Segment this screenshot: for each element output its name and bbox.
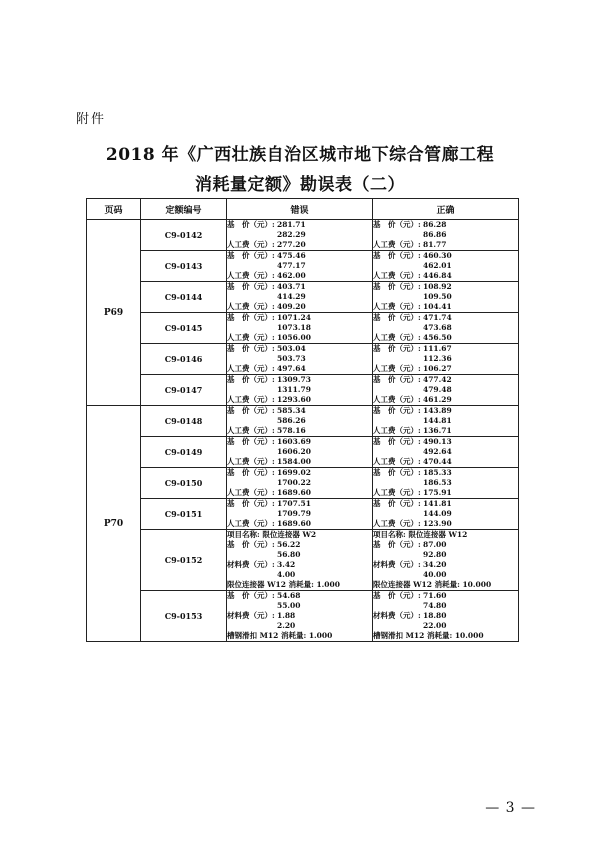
value-line-number: 473.68 (423, 323, 452, 332)
value-line-number: 479.48 (423, 385, 452, 394)
value-line-label: 材料费（元）: (227, 611, 275, 620)
wrong-value-cell (227, 406, 373, 437)
value-line-label: 基 价（元）: (227, 540, 275, 549)
value-line-label: 基 价（元）: (373, 344, 421, 353)
value-line (227, 509, 372, 519)
value-line (227, 313, 372, 323)
value-line-number: 492.64 (423, 447, 452, 456)
quota-code-cell: C9-0142 (141, 220, 227, 251)
wrong-value-cell (227, 282, 373, 313)
value-line (373, 530, 518, 540)
value-line-label: 人工费（元）: (227, 488, 275, 497)
quota-code-cell: C9-0153 (141, 591, 227, 642)
value-line-label: 人工费（元）: (373, 333, 421, 342)
value-line (373, 344, 518, 354)
value-line-number: 503.04 (277, 344, 306, 353)
value-line-number: 112.36 (423, 354, 452, 363)
value-line (227, 323, 372, 333)
wrong-value-cell (227, 530, 373, 591)
value-line (227, 333, 372, 343)
value-line-number: 106.27 (423, 364, 452, 373)
value-line (227, 230, 372, 240)
value-line-number: 462.00 (277, 271, 306, 280)
attachment-label: 附件 (76, 112, 107, 127)
value-line (373, 230, 518, 240)
table-row (87, 220, 519, 251)
value-line-label: 基 价（元）: (373, 282, 421, 291)
page-cell: P70 (87, 406, 141, 642)
value-line (373, 261, 518, 271)
quota-code-cell: C9-0145 (141, 313, 227, 344)
value-line-number: 503.73 (277, 354, 306, 363)
value-line-label: 基 价（元）: (373, 220, 421, 229)
value-line-label: 基 价（元）: (227, 437, 275, 446)
value-line (227, 426, 372, 436)
value-line-number: 586.26 (277, 416, 306, 425)
value-line (373, 499, 518, 509)
quota-code-cell: C9-0144 (141, 282, 227, 313)
quota-code-cell: C9-0143 (141, 251, 227, 282)
value-line (227, 437, 372, 447)
value-line-number: 111.67 (423, 344, 452, 353)
correct-value-cell (373, 282, 519, 313)
value-line (227, 631, 372, 641)
value-line-number: 186.53 (423, 478, 452, 487)
value-line (227, 560, 372, 570)
wrong-value-cell (227, 313, 373, 344)
document-title-line2: 消耗量定额》勘误表（二） (195, 175, 405, 195)
value-line-number: 414.29 (277, 292, 306, 301)
value-line-number: 461.29 (423, 395, 452, 404)
value-line-label: 人工费（元）: (227, 333, 275, 342)
value-line-number: 1700.22 (277, 478, 311, 487)
value-line-number: 175.91 (423, 488, 452, 497)
wrong-value-cell (227, 437, 373, 468)
value-line (227, 261, 372, 271)
value-line-number: 585.34 (277, 406, 306, 415)
value-line (227, 591, 372, 601)
value-line-number: 1689.60 (277, 488, 311, 497)
value-line-number: 109.50 (423, 292, 452, 301)
table-row (87, 530, 519, 591)
wrong-value-cell (227, 591, 373, 642)
value-line-number: 40.00 (423, 570, 447, 579)
wrong-value-cell (227, 344, 373, 375)
value-line-number: 34.20 (423, 560, 447, 569)
value-line-number: 3.42 (277, 560, 296, 569)
wrong-value-cell (227, 251, 373, 282)
value-line-number: 477.17 (277, 261, 306, 270)
value-line-number: 578.16 (277, 426, 306, 435)
value-line (373, 354, 518, 364)
value-line-label: 材料费（元）: (373, 611, 421, 620)
value-line-label: 限位连接器 W12 消耗量: 1.000 (227, 580, 340, 589)
value-line (227, 364, 372, 374)
value-line (373, 313, 518, 323)
value-line (373, 488, 518, 498)
quota-code-cell: C9-0147 (141, 375, 227, 406)
value-line-label: 人工费（元）: (373, 364, 421, 373)
value-line-label: 人工费（元）: (227, 240, 275, 249)
value-line (373, 570, 518, 580)
value-line-label: 人工费（元）: (227, 302, 275, 311)
value-line (227, 406, 372, 416)
wrong-value-cell (227, 499, 373, 530)
value-line (373, 437, 518, 447)
value-line-number: 1699.02 (277, 468, 311, 477)
document-title-line1: 2018 年《广西壮族自治区城市地下综合管廊工程 (105, 145, 495, 165)
value-line (373, 395, 518, 405)
value-line (373, 271, 518, 281)
correct-value-cell (373, 251, 519, 282)
page-number: — 3 — (485, 800, 536, 816)
value-line-number: 460.30 (423, 251, 452, 260)
correct-value-cell (373, 220, 519, 251)
value-line-number: 86.28 (423, 220, 447, 229)
value-line-number: 1056.00 (277, 333, 311, 342)
correct-value-cell (373, 468, 519, 499)
value-line-label: 槽钢滑扣 M12 消耗量: 10.000 (373, 631, 484, 640)
correct-value-cell (373, 406, 519, 437)
value-line-number: 1603.69 (277, 437, 311, 446)
value-line-number: 409.20 (277, 302, 306, 311)
correct-value-cell (373, 499, 519, 530)
value-line-number: 18.80 (423, 611, 447, 620)
column-header-wrong: 错误 (227, 199, 373, 220)
value-line-number: 403.71 (277, 282, 306, 291)
value-line-label: 基 价（元）: (373, 313, 421, 322)
value-line (373, 292, 518, 302)
value-line-number: 1709.79 (277, 509, 311, 518)
value-line-number: 475.46 (277, 251, 306, 260)
value-line-label: 基 价（元）: (227, 375, 275, 384)
value-line-label: 人工费（元）: (373, 271, 421, 280)
value-line-label: 人工费（元）: (373, 488, 421, 497)
value-line-number: 144.81 (423, 416, 452, 425)
column-header-code: 定额编号 (141, 199, 227, 220)
value-line (373, 560, 518, 570)
value-line-number: 74.80 (423, 601, 447, 610)
value-line-number: 2.20 (277, 621, 296, 630)
value-line (227, 488, 372, 498)
value-line-label: 基 价（元）: (227, 282, 275, 291)
table-row (87, 282, 519, 313)
value-line (227, 530, 372, 540)
value-line-label: 人工费（元）: (227, 395, 275, 404)
quota-code-cell: C9-0148 (141, 406, 227, 437)
value-line (373, 509, 518, 519)
quota-code-cell: C9-0149 (141, 437, 227, 468)
value-line-label: 人工费（元）: (227, 426, 275, 435)
value-line-label: 基 价（元）: (227, 313, 275, 322)
value-line-number: 456.50 (423, 333, 452, 342)
value-line (227, 499, 372, 509)
value-line (373, 457, 518, 467)
value-line (373, 302, 518, 312)
value-line (373, 406, 518, 416)
value-line (227, 478, 372, 488)
value-line (373, 601, 518, 611)
errata-table (86, 198, 519, 642)
value-line-number: 1707.51 (277, 499, 311, 508)
value-line (373, 591, 518, 601)
value-line-label: 材料费（元）: (373, 560, 421, 569)
value-line (373, 447, 518, 457)
table-row (87, 437, 519, 468)
value-line (373, 240, 518, 250)
value-line-label: 人工费（元）: (227, 364, 275, 373)
table-row (87, 344, 519, 375)
value-line-label: 基 价（元）: (227, 591, 275, 600)
table-row (87, 313, 519, 344)
value-line (227, 550, 372, 560)
value-line (227, 457, 372, 467)
value-line (373, 580, 518, 590)
value-line (227, 468, 372, 478)
correct-value-cell (373, 437, 519, 468)
wrong-value-cell (227, 220, 373, 251)
value-line-label: 基 价（元）: (227, 251, 275, 260)
value-line-number: 104.41 (423, 302, 452, 311)
value-line-number: 87.00 (423, 540, 447, 549)
value-line-number: 54.68 (277, 591, 301, 600)
value-line-label: 人工费（元）: (373, 426, 421, 435)
correct-value-cell (373, 313, 519, 344)
correct-value-cell (373, 375, 519, 406)
value-line-label: 人工费（元）: (373, 395, 421, 404)
value-line (373, 478, 518, 488)
value-line (227, 375, 372, 385)
value-line-number: 22.00 (423, 621, 447, 630)
value-line-label: 基 价（元）: (373, 251, 421, 260)
value-line (227, 344, 372, 354)
value-line (373, 426, 518, 436)
value-line (373, 550, 518, 560)
column-header-page: 页码 (87, 199, 141, 220)
value-line-number: 1293.60 (277, 395, 311, 404)
value-line-number: 108.92 (423, 282, 452, 291)
value-line-label: 基 价（元）: (373, 591, 421, 600)
correct-value-cell (373, 591, 519, 642)
value-line-number: 56.80 (277, 550, 301, 559)
value-line-label: 基 价（元）: (227, 406, 275, 415)
value-line (227, 385, 372, 395)
value-line-label: 基 价（元）: (373, 375, 421, 384)
value-line (373, 416, 518, 426)
value-line-label: 基 价（元）: (227, 468, 275, 477)
value-line-label: 基 价（元）: (373, 406, 421, 415)
value-line (227, 395, 372, 405)
value-line-number: 470.44 (423, 457, 452, 466)
value-line-label: 材料费（元）: (227, 560, 275, 569)
value-line (227, 251, 372, 261)
value-line-number: 277.20 (277, 240, 306, 249)
value-line-label: 限位连接器 W12 消耗量: 10.000 (373, 580, 492, 589)
correct-value-cell (373, 530, 519, 591)
value-line (373, 220, 518, 230)
value-line (373, 631, 518, 641)
table-row (87, 251, 519, 282)
table-row (87, 499, 519, 530)
value-line-label: 人工费（元）: (227, 519, 275, 528)
value-line-number: 86.86 (423, 230, 447, 239)
value-line (227, 611, 372, 621)
value-line-number: 282.29 (277, 230, 306, 239)
value-line-label: 人工费（元）: (373, 302, 421, 311)
value-line-number: 1.88 (277, 611, 296, 620)
value-line-number: 123.90 (423, 519, 452, 528)
column-header-correct: 正确 (373, 199, 519, 220)
value-line-number: 281.71 (277, 220, 306, 229)
value-line-number: 71.60 (423, 591, 447, 600)
wrong-value-cell (227, 468, 373, 499)
value-line-label: 人工费（元）: (373, 519, 421, 528)
quota-code-cell: C9-0150 (141, 468, 227, 499)
value-line-number: 446.84 (423, 271, 452, 280)
table-row (87, 375, 519, 406)
quota-code-cell: C9-0151 (141, 499, 227, 530)
value-line-number: 477.42 (423, 375, 452, 384)
value-line (227, 302, 372, 312)
value-line-label: 基 价（元）: (373, 437, 421, 446)
value-line-label: 基 价（元）: (373, 468, 421, 477)
value-line (227, 282, 372, 292)
value-line-number: 144.09 (423, 509, 452, 518)
value-line-number: 143.89 (423, 406, 452, 415)
table-row (87, 468, 519, 499)
value-line-number: 462.01 (423, 261, 452, 270)
value-line-label: 项目名称: 限位连接器 W12 (373, 530, 468, 539)
value-line-number: 55.00 (277, 601, 301, 610)
value-line (227, 447, 372, 457)
value-line (373, 468, 518, 478)
value-line (373, 251, 518, 261)
value-line (227, 271, 372, 281)
value-line-number: 1073.18 (277, 323, 311, 332)
value-line-label: 项目名称: 限位连接器 W2 (227, 530, 317, 539)
value-line-number: 471.74 (423, 313, 452, 322)
quota-code-cell: C9-0146 (141, 344, 227, 375)
value-line-number: 1311.79 (277, 385, 311, 394)
wrong-value-cell (227, 375, 373, 406)
value-line (373, 540, 518, 550)
value-line-label: 人工费（元）: (227, 271, 275, 280)
value-line (373, 385, 518, 395)
table-header-row (87, 199, 519, 220)
value-line-number: 92.80 (423, 550, 447, 559)
value-line (227, 570, 372, 580)
value-line (227, 621, 372, 631)
value-line-label: 人工费（元）: (227, 457, 275, 466)
value-line-label: 基 价（元）: (227, 499, 275, 508)
value-line-number: 1689.60 (277, 519, 311, 528)
value-line-label: 槽钢滑扣 M12 消耗量: 1.000 (227, 631, 333, 640)
quota-code-cell: C9-0152 (141, 530, 227, 591)
value-line (227, 416, 372, 426)
value-line (373, 282, 518, 292)
value-line-label: 基 价（元）: (373, 499, 421, 508)
value-line-label: 基 价（元）: (227, 220, 275, 229)
value-line-number: 81.77 (423, 240, 447, 249)
value-line (373, 375, 518, 385)
value-line-number: 185.33 (423, 468, 452, 477)
value-line-label: 人工费（元）: (373, 240, 421, 249)
value-line-number: 1606.20 (277, 447, 311, 456)
value-line (373, 621, 518, 631)
value-line-number: 136.71 (423, 426, 452, 435)
value-line (227, 601, 372, 611)
correct-value-cell (373, 344, 519, 375)
value-line-label: 基 价（元）: (373, 540, 421, 549)
value-line-label: 人工费（元）: (373, 457, 421, 466)
value-line (373, 333, 518, 343)
value-line-number: 56.22 (277, 540, 301, 549)
value-line (227, 240, 372, 250)
value-line-number: 1071.24 (277, 313, 311, 322)
value-line-number: 1309.73 (277, 375, 311, 384)
value-line (227, 580, 372, 590)
value-line-number: 4.00 (277, 570, 296, 579)
value-line (227, 292, 372, 302)
value-line (373, 323, 518, 333)
value-line (227, 354, 372, 364)
value-line-number: 1584.00 (277, 457, 311, 466)
value-line (227, 540, 372, 550)
page-cell: P69 (87, 220, 141, 406)
errata-table-body (87, 220, 519, 642)
value-line (373, 519, 518, 529)
table-row (87, 406, 519, 437)
value-line (227, 519, 372, 529)
table-row (87, 591, 519, 642)
value-line (373, 364, 518, 374)
value-line-number: 497.64 (277, 364, 306, 373)
value-line (227, 220, 372, 230)
value-line-number: 490.13 (423, 437, 452, 446)
value-line (373, 611, 518, 621)
value-line-label: 基 价（元）: (227, 344, 275, 353)
value-line-number: 141.81 (423, 499, 452, 508)
